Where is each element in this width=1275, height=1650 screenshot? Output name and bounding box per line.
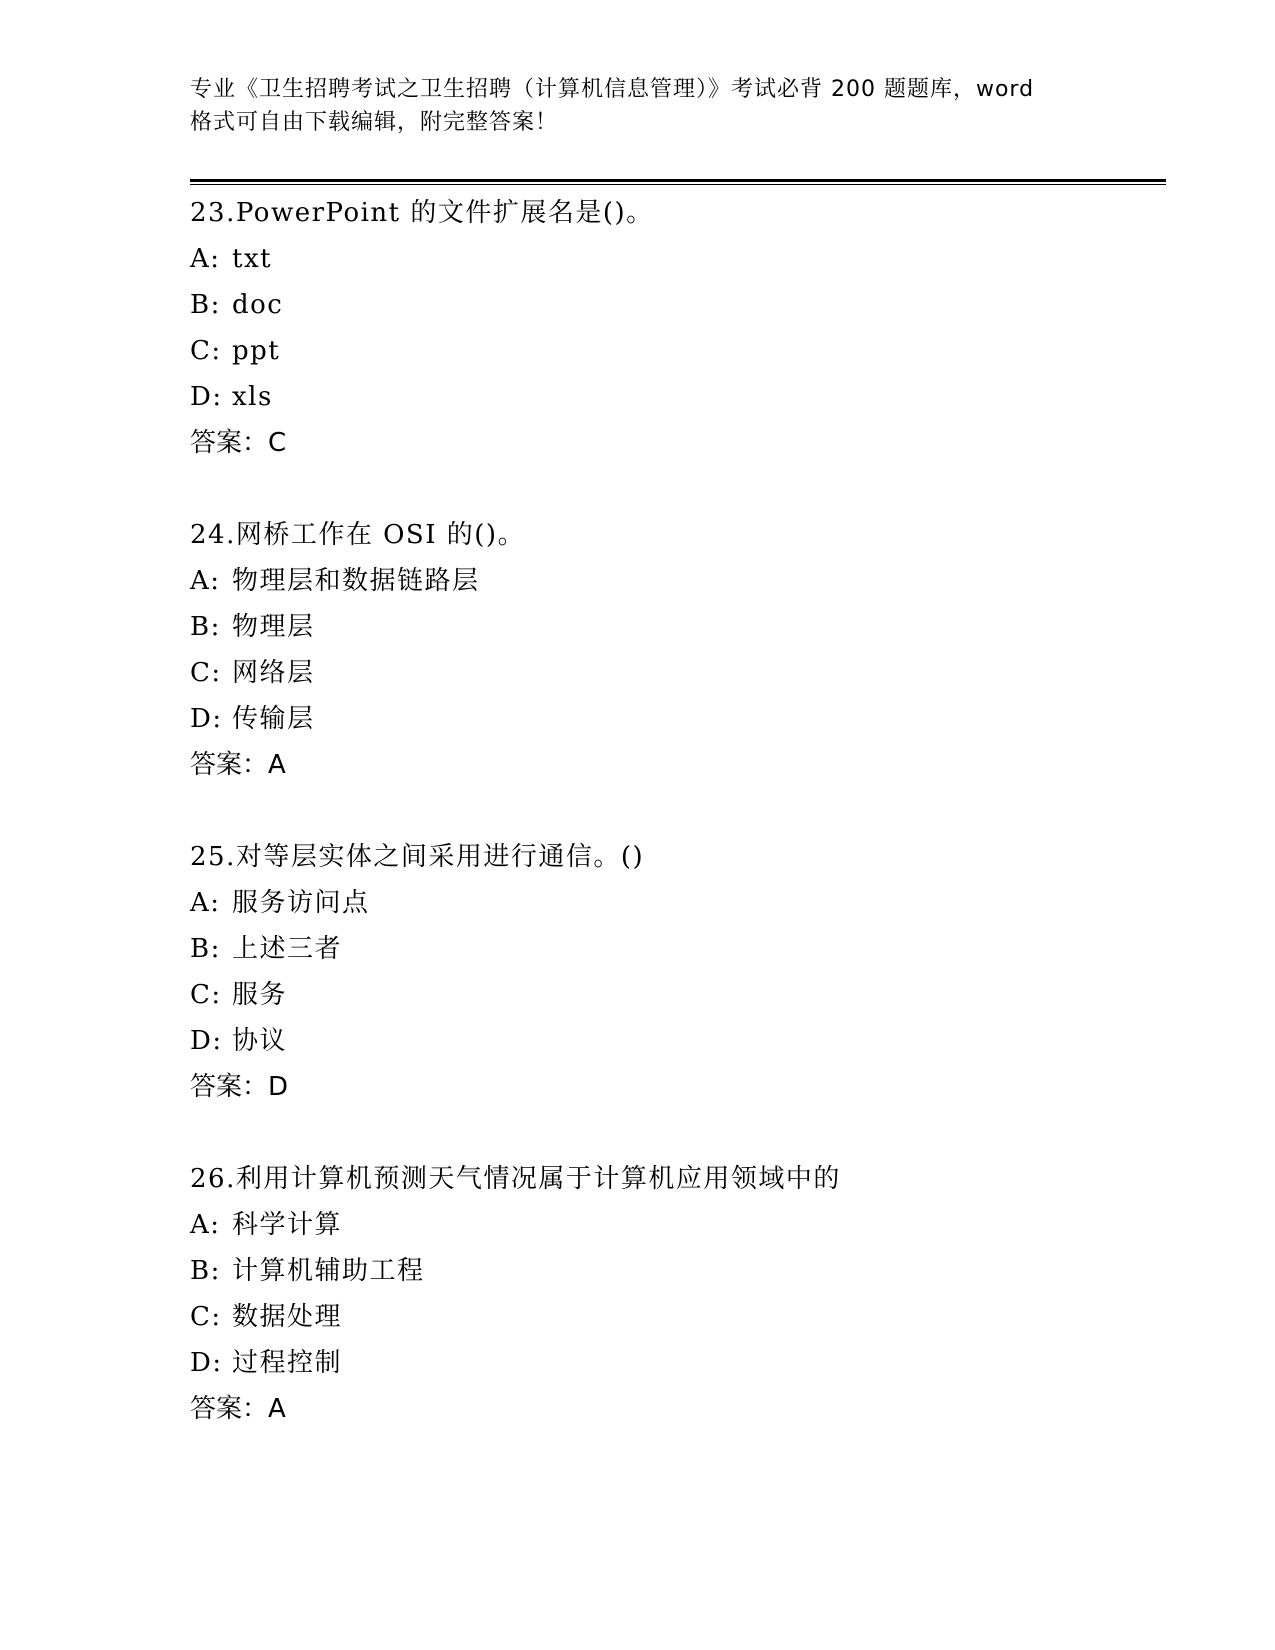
option-letter: D:: [190, 704, 223, 734]
option-text: 科学计算: [232, 1210, 343, 1240]
header-line-1: 专业《卫生招聘考试之卫生招聘（计算机信息管理）》考试必背 200 题题库，word: [190, 77, 1035, 102]
question-stem: 23.PowerPoint 的文件扩展名是()。: [190, 198, 654, 228]
option-d: [190, 1340, 1166, 1386]
option-b: [190, 604, 1166, 650]
option-text: 传输层: [232, 704, 315, 734]
option-letter: C:: [190, 336, 222, 366]
option-a: [190, 1202, 1166, 1248]
answer-line: 答案：C: [190, 428, 287, 458]
option-text: 网络层: [232, 658, 315, 688]
option-letter: A:: [190, 244, 221, 274]
answer-line: 答案：A: [190, 1394, 286, 1424]
option-text: 服务访问点: [232, 888, 370, 918]
option-c: [190, 972, 1166, 1018]
option-text: 过程控制: [232, 1348, 343, 1378]
option-d: [190, 696, 1166, 742]
option-c: [190, 650, 1166, 696]
option-text: 物理层: [232, 612, 315, 642]
header-divider-thick: [190, 179, 1166, 182]
option-text: doc: [232, 290, 284, 320]
header-line-2: 格式可自由下载编辑，附完整答案！: [190, 110, 559, 135]
option-text: xls: [232, 382, 273, 412]
option-b: [190, 926, 1166, 972]
option-letter: A:: [190, 888, 221, 918]
option-text: 计算机辅助工程: [232, 1256, 425, 1286]
option-text: txt: [232, 244, 273, 274]
option-letter: D:: [190, 382, 223, 412]
answer-line: 答案：A: [190, 750, 286, 780]
option-letter: C:: [190, 1302, 222, 1332]
option-text: 上述三者: [232, 934, 343, 964]
question-23: [190, 190, 1166, 512]
option-a: [190, 558, 1166, 604]
option-a: [190, 236, 1166, 282]
question-stem: 26.利用计算机预测天气情况属于计算机应用领域中的: [190, 1164, 841, 1194]
option-text: ppt: [232, 336, 281, 366]
option-d: [190, 374, 1166, 420]
option-letter: B:: [190, 612, 221, 642]
option-d: [190, 1018, 1166, 1064]
option-b: [190, 282, 1166, 328]
question-stem: 24.网桥工作在 OSI 的()。: [190, 520, 526, 550]
answer-line: 答案：D: [190, 1072, 289, 1102]
option-letter: C:: [190, 980, 222, 1010]
option-letter: A:: [190, 1210, 221, 1240]
option-text: 服务: [232, 980, 288, 1010]
option-c: [190, 328, 1166, 374]
option-letter: B:: [190, 290, 221, 320]
option-letter: C:: [190, 658, 222, 688]
option-text: 协议: [232, 1026, 288, 1056]
option-letter: D:: [190, 1348, 223, 1378]
document-header: [190, 73, 1090, 139]
option-letter: B:: [190, 1256, 221, 1286]
option-text: 数据处理: [232, 1302, 343, 1332]
option-letter: A:: [190, 566, 221, 596]
question-26: [190, 1156, 1166, 1478]
question-list: [190, 190, 1166, 1478]
option-letter: D:: [190, 1026, 223, 1056]
option-letter: B:: [190, 934, 221, 964]
option-a: [190, 880, 1166, 926]
header-divider-thin: [190, 184, 1166, 185]
question-stem: 25.对等层实体之间采用进行通信。(): [190, 842, 645, 872]
option-text: 物理层和数据链路层: [232, 566, 480, 596]
option-b: [190, 1248, 1166, 1294]
option-c: [190, 1294, 1166, 1340]
question-24: [190, 512, 1166, 834]
question-25: [190, 834, 1166, 1156]
